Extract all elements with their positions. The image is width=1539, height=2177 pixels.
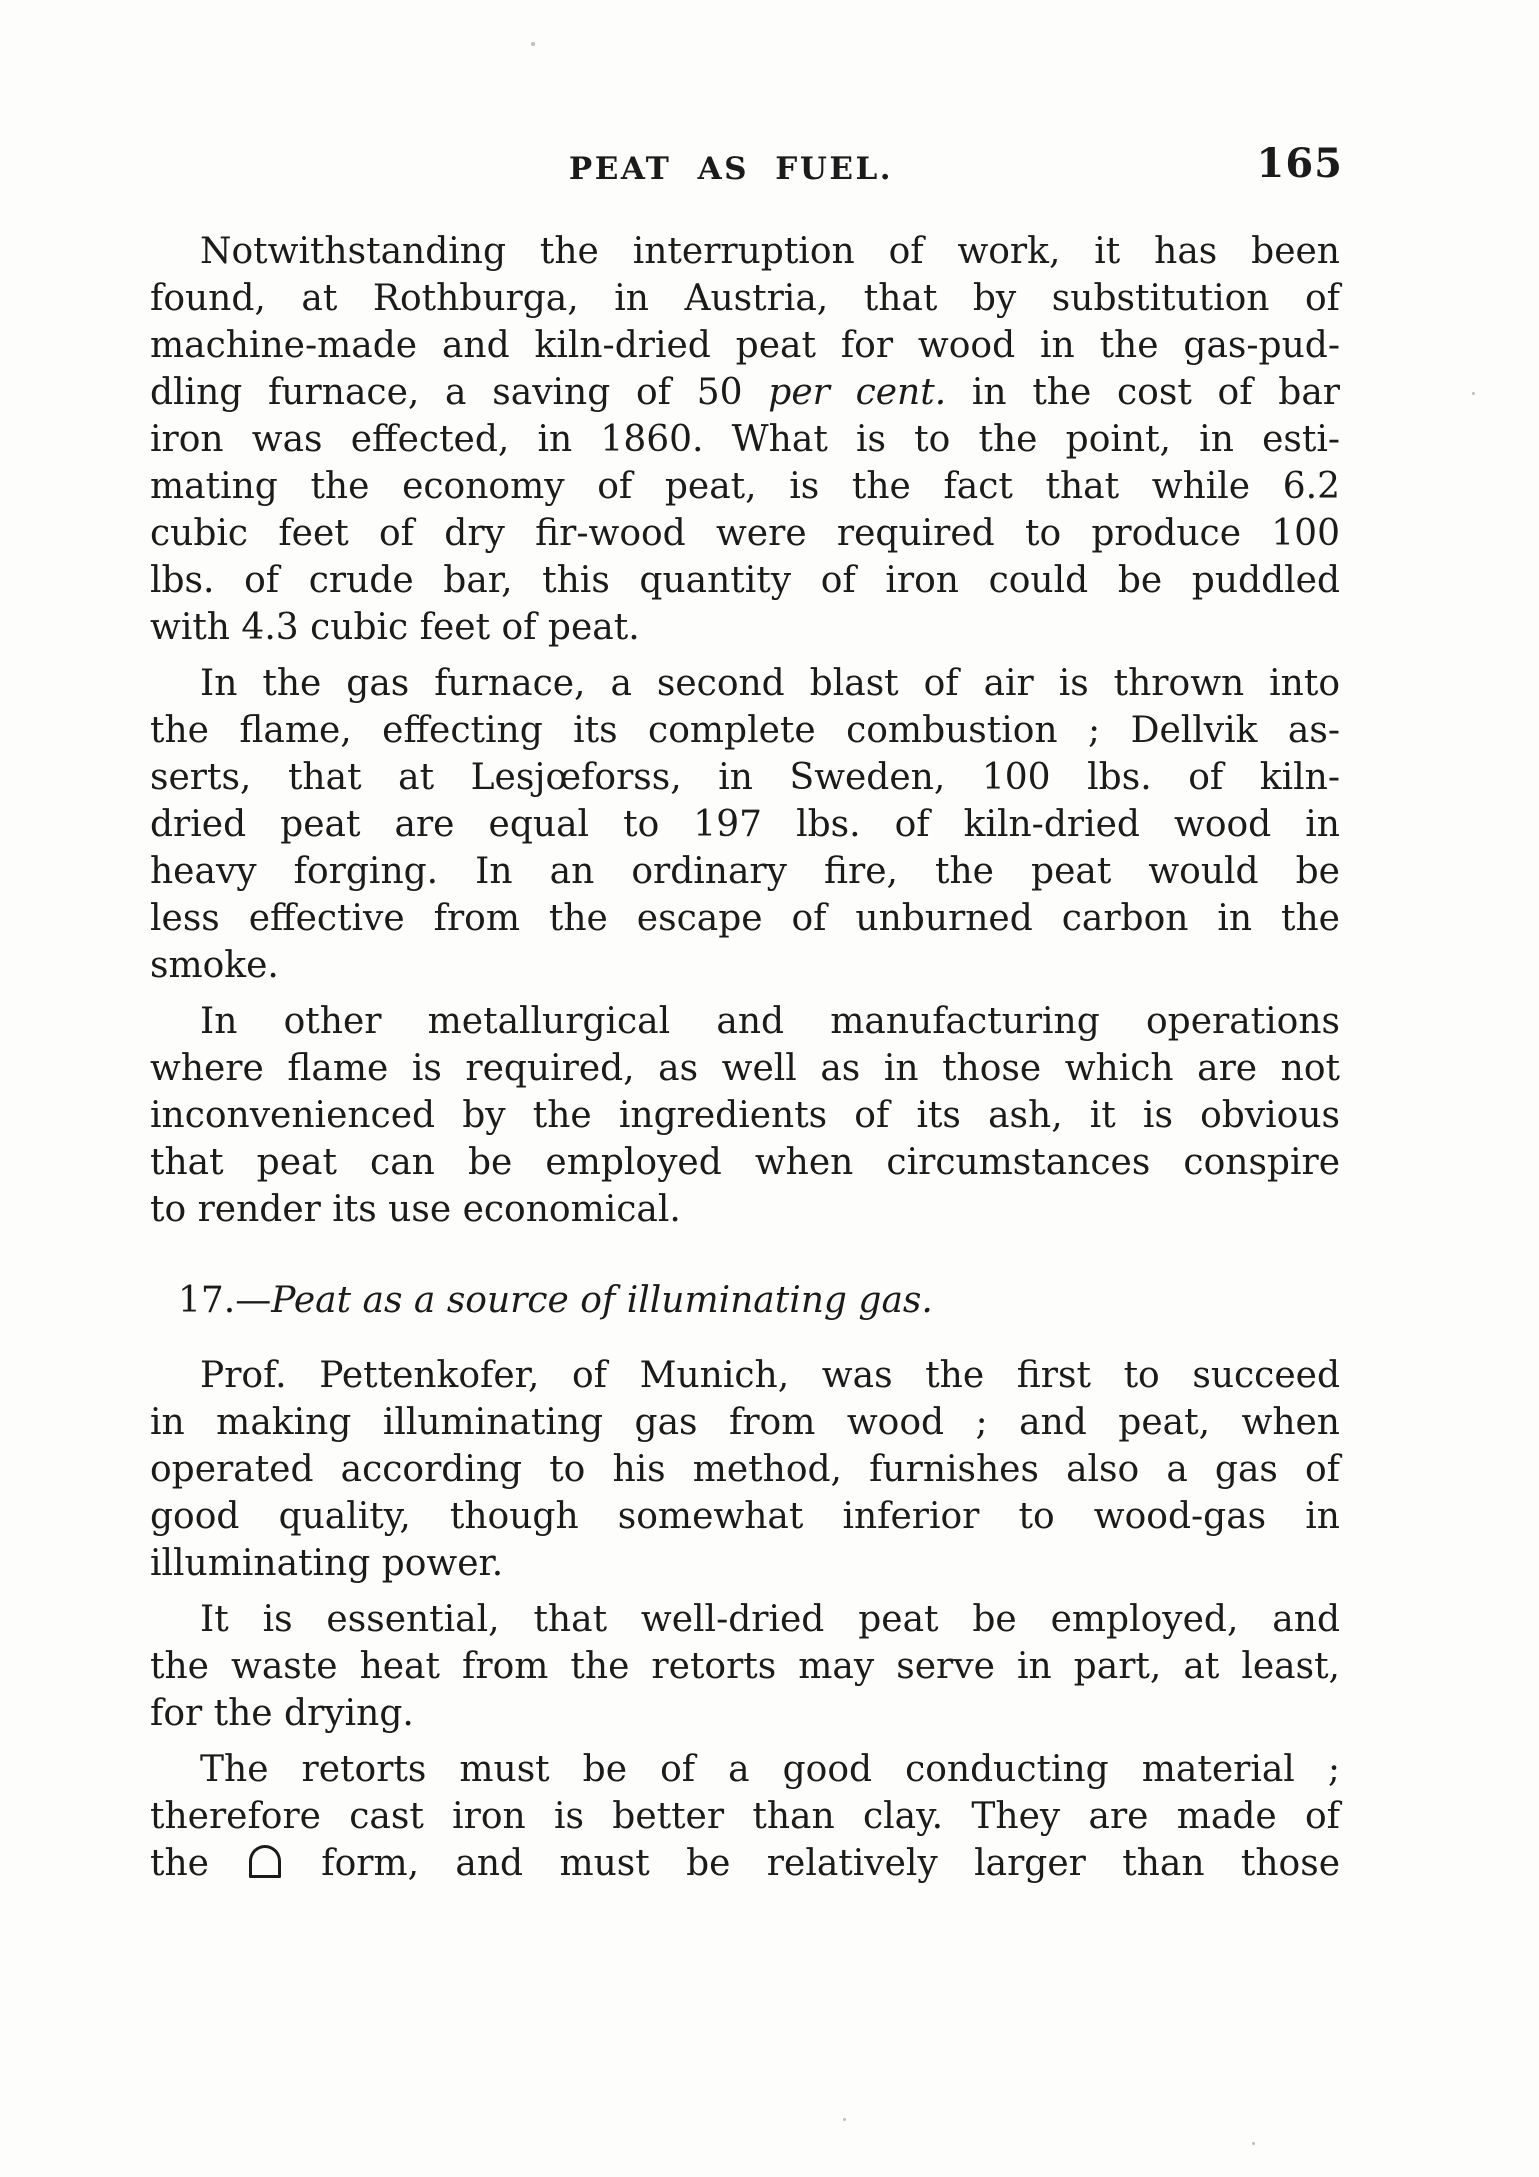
text-segment: the flame, effecting its complete combustion ; Dellvik as- <box>150 710 1340 751</box>
text-line <box>150 416 1340 463</box>
scan-speck <box>531 42 535 46</box>
paragraph <box>150 1746 1340 1887</box>
text-line <box>150 801 1340 848</box>
text-segment: Notwithstanding the interruption of work, it has been <box>200 231 1340 272</box>
text-line <box>150 1399 1340 1446</box>
text-line <box>150 1045 1340 1092</box>
text-line <box>150 557 1340 604</box>
text-segment: serts, that at Lesjœforss, in Sweden, 100 lbs. of kiln- <box>150 757 1340 798</box>
text-line <box>150 754 1340 801</box>
text-segment: where flame is required, as well as in those which are not <box>150 1048 1340 1089</box>
text-line <box>150 942 1340 989</box>
text-line <box>150 1540 1340 1587</box>
text-line <box>150 322 1340 369</box>
text-segment: In other metallurgical and manufacturing operations <box>200 1001 1340 1042</box>
text-segment: cubic feet of dry fir-wood were required to produce 100 <box>150 513 1340 554</box>
text-line <box>150 1446 1340 1493</box>
text-line <box>150 1277 1340 1324</box>
text-segment: inconvenienced by the ingredients of its ash, it is obvious <box>150 1095 1340 1136</box>
page-number: 165 <box>1256 140 1343 187</box>
text-line <box>150 510 1340 557</box>
scan-speck <box>1472 392 1475 395</box>
text-segment: for the drying. <box>150 1693 414 1734</box>
text-line <box>150 275 1340 322</box>
text-segment: operated according to his method, furnishes also a gas of <box>150 1449 1340 1490</box>
text-segment: heavy forging. In an ordinary fire, the peat would be <box>150 851 1340 892</box>
text-line <box>150 1186 1340 1233</box>
text-segment: It is essential, that well-dried peat be employed, and <box>200 1599 1340 1640</box>
text-segment: machine-made and kiln-dried peat for wood in the gas-pud- <box>150 325 1340 366</box>
paragraph <box>150 660 1340 989</box>
text-segment: less effective from the escape of unburned carbon in the <box>150 898 1340 939</box>
text-segment: illuminating power. <box>150 1543 504 1584</box>
text-line <box>150 1746 1340 1793</box>
text-segment: smoke. <box>150 945 279 986</box>
section-heading <box>150 1277 1340 1324</box>
paragraph <box>150 1352 1340 1587</box>
text-segment: mating the economy of peat, is the fact that while 6.2 <box>150 466 1340 507</box>
text-line <box>150 1643 1340 1690</box>
text-line <box>150 1793 1340 1840</box>
text-line <box>150 1840 1340 1887</box>
text-line <box>150 369 1340 416</box>
text-line <box>150 1352 1340 1399</box>
text-line <box>150 463 1340 510</box>
text-segment: to render its use economical. <box>150 1189 681 1230</box>
text-segment: Prof. Pettenkofer, of Munich, was the first to succeed <box>200 1355 1340 1396</box>
text-segment: found, at Rothburga, in Austria, that by substitution of <box>150 278 1340 319</box>
text-segment: Peat as a source of illuminating gas. <box>271 1280 933 1321</box>
text-segment: 17.— <box>178 1280 272 1321</box>
text-segment: the waste heat from the retorts may serve in part, at least, <box>150 1646 1340 1687</box>
text-segment: lbs. of crude bar, this quantity of iron could be puddled <box>150 560 1340 601</box>
text-segment: dried peat are equal to 197 lbs. of kiln-dried wood in <box>150 804 1340 845</box>
text-line <box>150 1139 1340 1186</box>
text-segment: in the cost of bar <box>946 372 1340 413</box>
text-segment: per cent. <box>768 372 947 413</box>
text-line <box>150 998 1340 1045</box>
text-segment: therefore cast iron is better than clay. They are made of <box>150 1796 1340 1837</box>
text-block <box>150 228 1340 1887</box>
text-segment: dling furnace, a saving of 50 <box>150 372 769 413</box>
text-line <box>150 228 1340 275</box>
paragraph <box>150 1596 1340 1737</box>
text-line <box>150 1596 1340 1643</box>
text-segment: In the gas furnace, a second blast of air is thrown into <box>200 663 1340 704</box>
text-line <box>150 707 1340 754</box>
text-segment: the <box>150 1843 246 1884</box>
retort-arch-glyph <box>249 1845 281 1878</box>
scan-speck <box>843 2118 846 2121</box>
scan-speck <box>1252 2142 1255 2145</box>
text-segment: form, and must be relatively larger than those <box>284 1843 1340 1884</box>
running-title: PEAT AS FUEL. <box>568 151 894 187</box>
text-segment: with 4.3 cubic feet of peat. <box>150 607 640 648</box>
text-line <box>150 1493 1340 1540</box>
text-line <box>150 848 1340 895</box>
paragraph <box>150 998 1340 1233</box>
text-segment: iron was effected, in 1860. What is to the point, in esti- <box>150 419 1340 460</box>
text-line <box>150 1092 1340 1139</box>
text-line <box>150 1690 1340 1737</box>
text-segment: in making illuminating gas from wood ; and peat, when <box>150 1402 1340 1443</box>
text-line <box>150 604 1340 651</box>
text-segment: good quality, though somewhat inferior to wood-gas in <box>150 1496 1340 1537</box>
paragraph <box>150 228 1340 651</box>
text-segment: The retorts must be of a good conducting material ; <box>200 1749 1340 1790</box>
text-line <box>150 895 1340 942</box>
text-segment: that peat can be employed when circumstances conspire <box>150 1142 1340 1183</box>
text-line <box>150 660 1340 707</box>
